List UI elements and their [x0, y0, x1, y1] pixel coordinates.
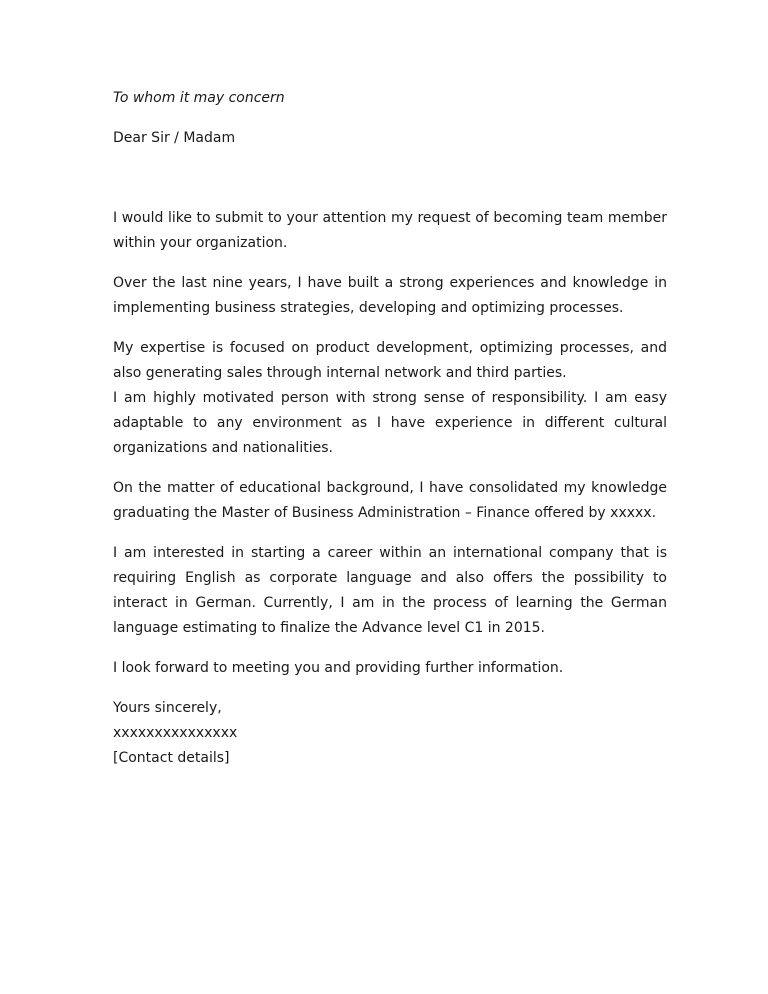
- paragraph-expertise: My expertise is focused on product development, optimizing processes, and also generating sales through internal network and third parties.: [113, 340, 667, 381]
- closing-line: Yours sincerely,: [113, 700, 222, 716]
- paragraph-closing-remark: I look forward to meeting you and providing further information.: [113, 660, 564, 676]
- cover-letter: [113, 86, 667, 771]
- paragraph-motivation: I am highly motivated person with strong sense of responsibility. I am easy adaptable to any environment as I have experience in different cultural organizations and nationalities.: [113, 390, 667, 456]
- paragraph-intro: I would like to submit to your attention my request of becoming team member within your organization.: [113, 210, 667, 251]
- paragraph-experience: Over the last nine years, I have built a strong experiences and knowledge in implementing business strategies, developing and optimizing processes.: [113, 275, 667, 316]
- salutation-line: Dear Sir / Madam: [113, 130, 236, 146]
- signature-line: xxxxxxxxxxxxxxx: [113, 725, 238, 741]
- paragraph-education: On the matter of educational background, I have consolidated my knowledge graduating the Master of Business Administration – Finance offered by xxxxx.: [113, 480, 667, 521]
- paragraph-career-goal: I am interested in starting a career within an international company that is requiring English as corporate language and also offers the possibility to interact in German. Currently, I am in the process of learning the German language estimating to finalize the Advance level C1 in 2015.: [113, 545, 667, 636]
- recipient-line: To whom it may concern: [113, 90, 285, 106]
- contact-details: [Contact details]: [113, 750, 230, 766]
